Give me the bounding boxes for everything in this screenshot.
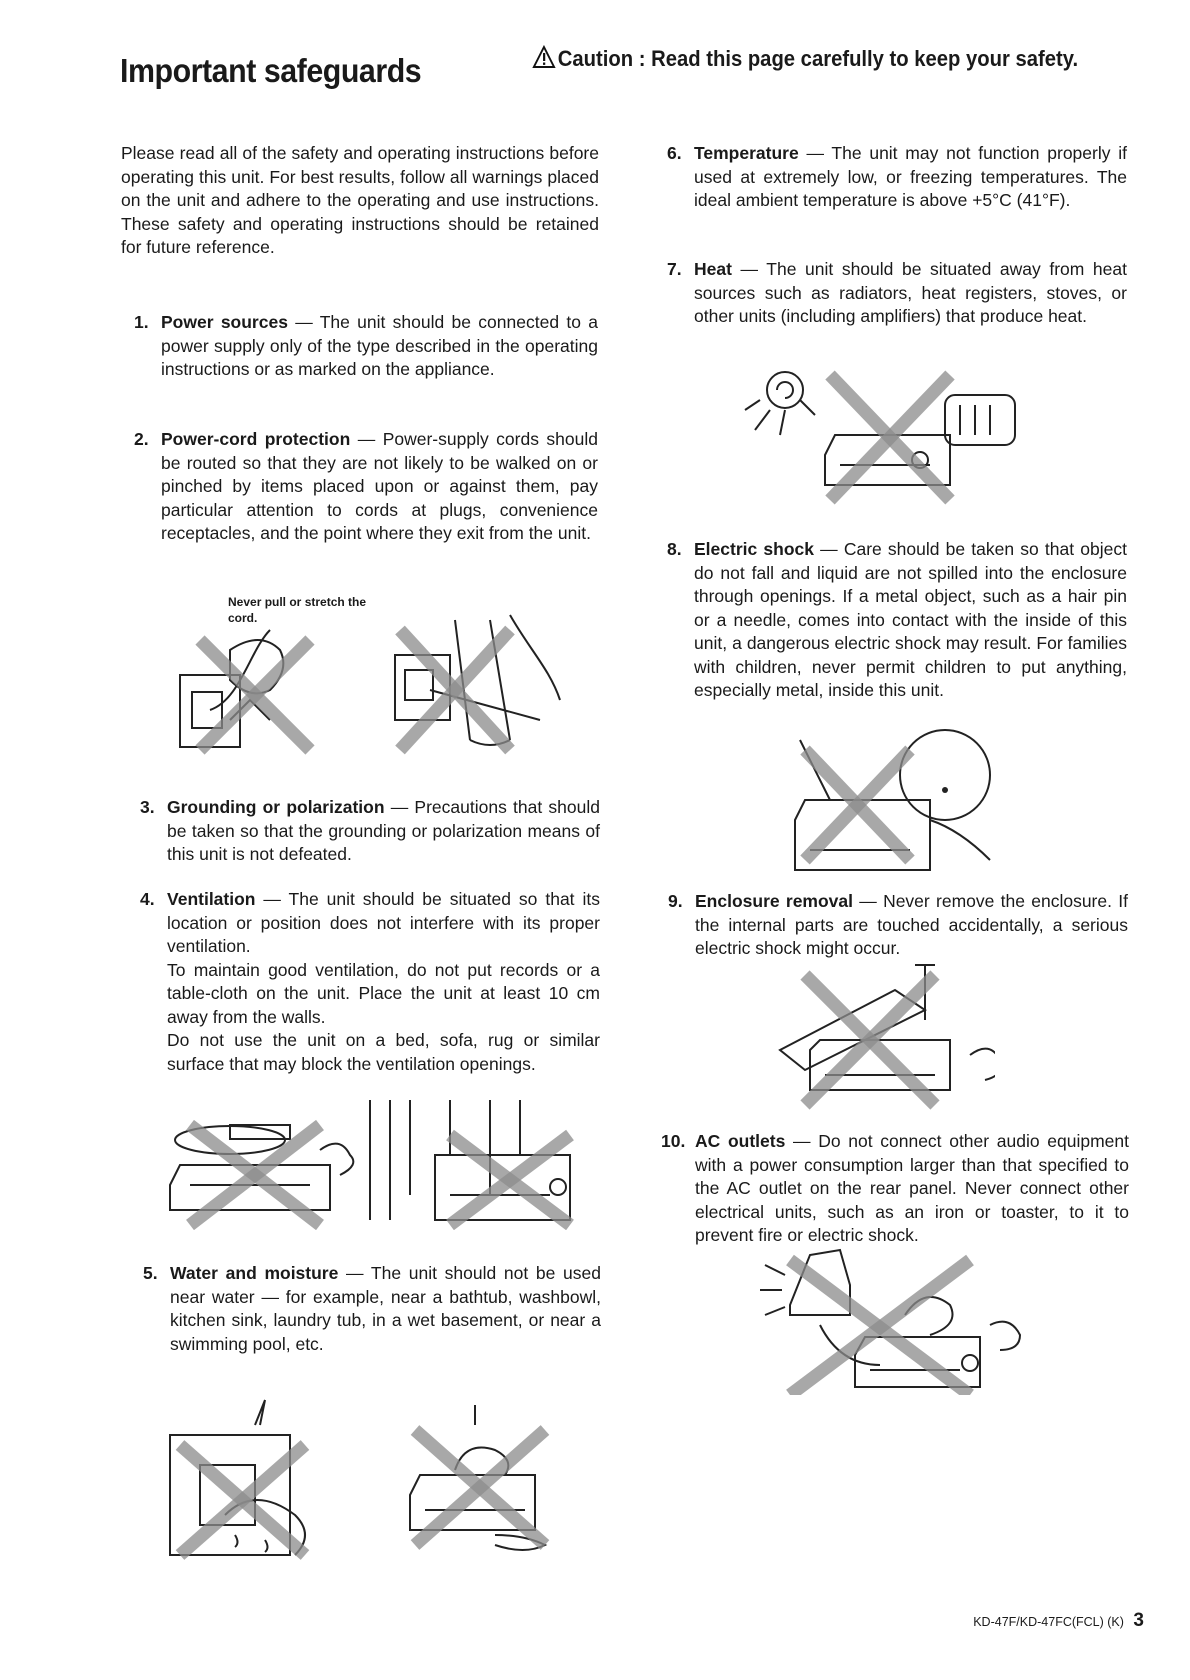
item-heading: Temperature xyxy=(694,143,799,163)
item-text: The unit should be situated away from heat sources such as radiators, heat registers, stoves, or other units (including amplifiers) that produce heat. xyxy=(694,259,1127,326)
item-heading: Grounding or polarization xyxy=(167,797,385,817)
item-number: 7. xyxy=(667,259,682,279)
safeguard-item-1: 1. Power sources — The unit should be connected to a power supply only of the type described in the operating instructions or as marked on the appliance. xyxy=(134,312,598,379)
caution-banner xyxy=(532,45,1078,75)
item-number: 10. xyxy=(661,1131,686,1151)
item-heading: Electric shock xyxy=(694,539,814,559)
model-number: KD-47F/KD-47FC(FCL) (K) xyxy=(973,1615,1124,1629)
heat-illustration xyxy=(730,355,1030,520)
page-number: 3 xyxy=(1133,1610,1144,1631)
item-text: The unit should be situated so that its location or position does not interfere with its proper ventilation. xyxy=(167,889,600,956)
safeguard-item-6: 6. Temperature — The unit may not function properly if used at extremely low, or freezing temperatures. The ideal ambient temperature is above +5°C (41°F). xyxy=(667,143,1127,210)
warning-triangle-icon xyxy=(532,45,556,75)
item-number: 1. xyxy=(134,312,149,332)
safeguard-item-8: 8. Electric shock — Care should be taken so that object do not fall and liquid are not spilled into the enclosure through openings. If a metal object, such as a hair pin or a needle, comes into contact with the inside of this unit, a dangerous electric shock may result. For families with children, never permit children to put anything, especially metal, inside this unit. xyxy=(667,539,1127,700)
ac-outlet-illustration xyxy=(760,1245,1030,1400)
item-text: The unit should not be used near water — for example, near a bathtub, washbowl, kitchen sink, laundry tub, in a wet basement, or near a swimming pool, etc. xyxy=(170,1263,601,1354)
item-heading: Enclosure removal xyxy=(695,891,854,911)
item-heading: Ventilation xyxy=(167,889,256,909)
item-text: Care should be taken so that object do not fall and liquid are not spilled into the enclosure through openings. If a metal object, such as a hair pin or a needle, comes into contact with the inside of this unit, a dangerous electric shock may result. For families with children, never permit children to put anything, especially metal, inside this unit. xyxy=(694,539,1127,700)
caution-text: Read this page carefully to keep your safety. xyxy=(651,46,1079,71)
item-number: 6. xyxy=(667,143,682,163)
safeguard-item-10: 10. AC outlets — Do not connect other audio equipment with a power consumption larger than that specified to the AC outlet on the rear panel. Never connect other electrical units, such as an iron or toaster, to it to prevent fire or electric shock. xyxy=(661,1131,1130,1245)
figure-caption: Never pull or stretch the cord. xyxy=(228,595,367,625)
item-heading: Power-cord protection xyxy=(161,429,351,449)
item-text: Power-supply cords should be routed so that they are not likely to be walked on or pinched by items placed upon or against them, pay particular attention to cords at plugs, convenience receptacles, and the point where they exit from the unit. xyxy=(161,429,598,543)
item-text-3: Do not use the unit on a bed, sofa, rug or similar surface that may block the ventilation openings. xyxy=(167,1030,600,1074)
safeguard-item-7: 7. Heat — The unit should be situated away from heat sources such as radiators, heat registers, stoves, or other units (including amplifiers) that produce heat. xyxy=(667,259,1127,326)
item-number: 9. xyxy=(668,891,683,911)
item-heading: AC outlets xyxy=(695,1131,786,1151)
item-number: 3. xyxy=(140,797,155,817)
item-text-2: To maintain good ventilation, do not put records or a table-cloth on the unit. Place the unit at least 10 cm away from the walls. xyxy=(167,959,600,1027)
enclosure-removal-illustration xyxy=(775,960,995,1115)
item-number: 5. xyxy=(143,1263,158,1283)
intro-paragraph: Please read all of the safety and operating instructions before operating this unit. For best results, follow all warnings placed on the unit and adhere to the operating and use instructions. These safety and operating instructions should be retained for future reference. xyxy=(121,143,599,257)
item-text: Never remove the enclosure. If the internal parts are touched accidentally, a serious electric shock might occur. xyxy=(695,891,1128,958)
caution-label: Caution : xyxy=(557,46,646,71)
item-heading: Water and moisture xyxy=(170,1263,339,1283)
safeguard-item-2: 2. Power-cord protection — Power-supply cords should be routed so that they are not likely to be walked on or pinched by items placed upon or against them, pay particular attention to cords at plugs, convenience receptacles, and the point where they exit from the unit. xyxy=(134,429,598,543)
electric-shock-illustration xyxy=(790,720,1010,885)
safeguard-item-4: 4. Ventilation — The unit should be situated so that its location or position does not interfere with its proper ventilation. To maintain good ventilation, do not put records or a table-cloth on the unit. Place the unit at least 10 cm away from the walls. Do not use the unit on a bed, sofa, rug or similar surface that may block the ventilation openings. xyxy=(140,888,600,1076)
item-heading: Power sources xyxy=(161,312,288,332)
item-text: Do not connect other audio equipment with a power consumption larger than that specified to the AC outlet on the rear panel. Never connect other electrical units, such as an iron or toaster, to it to prevent fire or electric shock. xyxy=(695,1131,1130,1245)
water-moisture-illustration xyxy=(165,1395,585,1565)
item-text: Precautions that should be taken so that the grounding or polarization means of this unit is not defeated. xyxy=(167,797,600,864)
item-heading: Heat xyxy=(694,259,732,279)
power-cord-illustration xyxy=(170,610,600,765)
item-number: 4. xyxy=(140,889,155,909)
ventilation-illustration xyxy=(150,1095,600,1235)
page-title: Important safeguards xyxy=(120,52,422,89)
item-number: 2. xyxy=(134,429,149,449)
page-footer xyxy=(973,1610,1144,1632)
item-text: The unit may not function properly if used at extremely low, or freezing temperatures. The ideal ambient temperature is above +5°C (41°F). xyxy=(694,143,1127,210)
item-number: 8. xyxy=(667,539,682,559)
safeguard-item-3: 3. Grounding or polarization — Precautions that should be taken so that the grounding or polarization means of this unit is not defeated. xyxy=(140,797,600,864)
item-text: The unit should be connected to a power supply only of the type described in the operating instructions or as marked on the appliance. xyxy=(161,312,598,379)
safeguard-item-9: 9. Enclosure removal — Never remove the enclosure. If the internal parts are touched accidentally, a serious electric shock might occur. xyxy=(668,891,1128,958)
safeguard-item-5: 5. Water and moisture — The unit should not be used near water — for example, near a bathtub, washbowl, kitchen sink, laundry tub, in a wet basement, or near a swimming pool, etc. xyxy=(143,1263,601,1354)
